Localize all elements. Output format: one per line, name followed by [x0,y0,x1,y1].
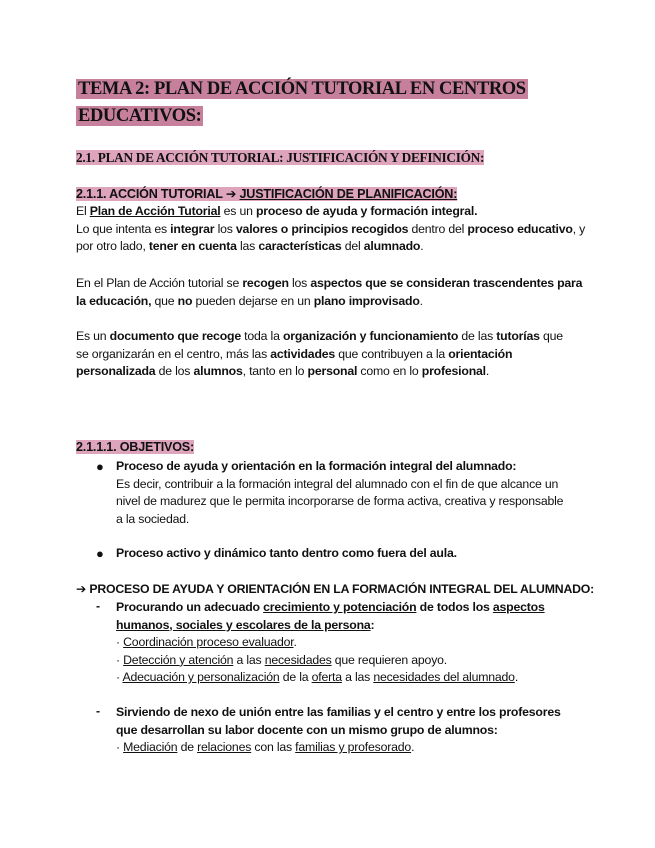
bullet-1-body: Es decir, contribuir a la formación integral del alumnado con el fin de que alcance un nivel de madurez que le permita incorporarse de forma activa, creativa y responsable a la sociedad. [116,476,564,526]
sub-4-text: con las [251,740,296,755]
bullet-1-content [96,458,566,528]
sub-3-text: a las [341,670,374,685]
p2-text: pueden dejarse en un [192,293,314,308]
bullet-icon: ● [96,546,104,561]
p3-term: organización y funcionamiento [282,329,459,343]
p2-text: . [419,293,423,308]
p3-text: que contribuyen a la [335,346,449,361]
item-1-text: Procurando un adecuado [116,600,264,614]
p3-term: orientación personalizada [76,346,513,379]
sub-3-term: necesidades del alumnado [373,670,515,685]
p1-term: Plan de Acción Tutorial [89,204,221,218]
sub-3-text: . [514,670,519,685]
arrow-icon: ➔ [225,187,237,201]
sub-4-term: familias y profesorado [295,740,412,755]
p3-text: de las [458,329,497,343]
section-2-1-1-link: JUSTIFICACIÓN DE PLANIFICACIÓN: [239,187,458,201]
item-1-content [96,599,566,687]
p3-text: como en lo [357,364,422,379]
section-2-1-text: 2.1. PLAN DE ACCIÓN TUTORIAL: JUSTIFICACIÓN Y DEFINICIÓN: [76,150,485,165]
item-1-term: aspectos humanos, sociales y escolares de la persona [116,600,545,632]
p3-term: alumnos [193,364,243,379]
p3-term: actividades [270,346,336,361]
p3-term: personal [307,364,358,379]
p3-text: , tanto en lo [242,364,308,379]
bullet-2-text: Proceso activo y dinámico tanto dentro como fuera del aula. [116,546,457,560]
sub-4-text: . [411,740,415,755]
objetivos-heading [76,439,194,456]
sub-bullet: · [116,670,123,685]
p2-text: los [288,276,311,290]
bullet-2-content [96,545,566,563]
p3-text: . [485,364,490,379]
p1-term: valores o principios recogidos [235,221,409,236]
sub-2-text: que requieren apoyo. [331,652,448,667]
sub-3-term: oferta [311,670,342,685]
arrow-icon: ➔ [76,582,87,596]
section-2-1-1-label: 2.1.1. ACCIÓN TUTORIAL [76,187,226,201]
p1-text: , y por otro lado, [76,221,586,254]
p3-text: Es un [76,329,110,343]
sub-1-term: Coordinación proceso evaluador [123,635,294,650]
proceso-item-2 [96,704,576,757]
item-1-term: crecimiento y potenciación [263,600,417,614]
title-line-1: TEMA 2: PLAN DE ACCIÓN TUTORIAL EN CENTROS [78,79,526,99]
page-title [76,76,546,130]
sub-2-term: necesidades [264,652,332,667]
p3-text: de los [155,364,194,379]
p2-term: no [177,293,193,308]
p1-text: del [341,239,364,254]
title-line-2: EDUCATIVOS: [78,106,202,126]
p3-term: documento que recoge [109,329,241,343]
sub-bullet: · [116,635,124,650]
objetivos-bullet-1 [96,458,566,528]
objetivos-bullet-2 [96,545,566,563]
item-2-text: Sirviendo de nexo de unión entre las familias y el centro y entre los profesores que desarrollan su labor docente con un mismo grupo de alumnos: [116,705,561,737]
p1-text: Lo que intenta es [76,221,171,236]
p1-term: tener en cuenta [148,239,237,254]
p3-term: profesional [421,364,486,379]
p1-text: . [420,239,424,254]
p2-text: que [151,293,178,308]
p1-term: proceso educativo [467,221,573,236]
item-1-text: de todos los [416,600,493,614]
sub-4-term: Mediación [123,740,178,755]
proceso-heading [76,581,596,599]
p1-text: El [76,204,90,218]
proceso-item-1 [96,599,566,687]
item-1-text: : [370,617,375,632]
p1-term: características [258,239,342,254]
sub-4-term: relaciones [197,740,252,755]
p1-text: . [474,204,478,218]
section-heading-2-1 [76,149,484,166]
sub-3-term: Adecuación y personalización [122,670,280,685]
proceso-heading-text: PROCESO DE AYUDA Y ORIENTACIÓN EN LA FORMACIÓN INTEGRAL DEL ALUMNADO: [86,582,595,596]
p1-term: proceso de ayuda y formación integral [255,204,475,218]
sub-2-term: Detección y atención [123,652,234,667]
sub-bullet: · [116,740,124,755]
p2-text: En el Plan de Acción tutorial se [76,276,243,290]
sub-1-text: . [293,635,297,650]
dash-icon: - [96,599,100,613]
paragraph-1 [76,203,596,256]
section-2-1-1-block [76,186,596,256]
p3-term: tutorías [496,329,540,343]
objetivos-heading-text: 2.1.1.1. OBJETIVOS: [76,440,194,454]
sub-3-text: de la [279,670,312,685]
p3-text: que se organizarán en el centro, más las [76,329,563,361]
p2-term: aspectos que se consideran trascendentes para la educación, [76,276,583,308]
bullet-icon: ● [96,459,104,474]
p1-text: los [214,221,236,236]
p1-term: alumnado [363,239,421,254]
sub-2-text: a las [233,652,265,667]
p2-term: plano improvisado [313,293,420,308]
item-2-content [96,704,576,757]
bullet-1-title: Proceso de ayuda y orientación en la formación integral del alumnado: [116,459,517,473]
sub-bullet: · [116,652,124,667]
paragraph-2 [76,275,586,310]
p1-text: dentro del [408,221,468,236]
p1-text: las [236,239,259,254]
p1-text: es un [220,204,256,218]
section-2-1-1-highlight [76,187,457,201]
p2-term: recogen [242,276,289,290]
dash-icon: - [96,704,100,718]
sub-4-text: de [177,740,198,755]
section-heading-2-1-1 [76,186,596,203]
paragraph-3 [76,328,576,381]
p1-term: integrar [170,221,215,236]
p3-text: toda la [240,329,283,343]
